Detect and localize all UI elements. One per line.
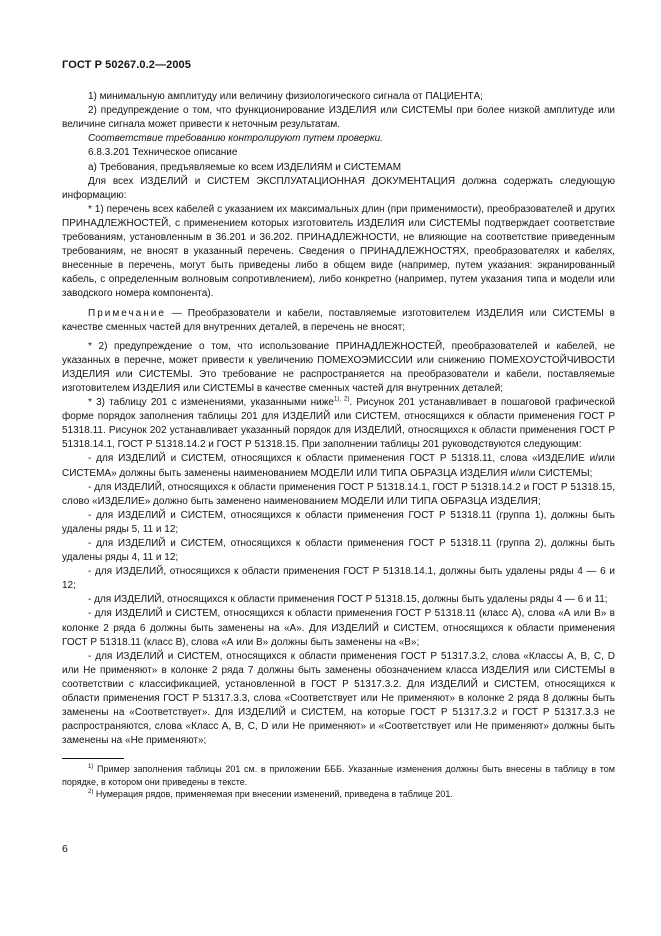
subsection-heading: а) Требования, предъявляемые ко всем ИЗДЕЛИЯМ и СИСТЕМАМ — [88, 161, 402, 173]
note-text: — Преобразователи и кабели, поставляемые изготовителем ИЗДЕЛИЯ или СИСТЕМЫ в качестве сменных частей для внутренних деталей, в перечень не вносят; — [62, 307, 615, 333]
list-item: - для ИЗДЕЛИЙ и СИСТЕМ, относящихся к области применения ГОСТ Р 51318.11, слова «ИЗДЕЛИЕ и/или СИСТЕМА» должны быть заменены наименованием МОДЕЛИ ИЛИ ТИПА ОБРАЗЦА ИЗДЕЛИЯ и/или СИСТЕМЫ; — [62, 453, 615, 479]
footnote-mark: 1) — [88, 764, 94, 771]
footnote-divider — [62, 758, 124, 759]
body-text — [62, 90, 615, 748]
list-item: - для ИЗДЕЛИЙ и СИСТЕМ, относящихся к области применения ГОСТ Р 51317.3.2, слова «Классы А, В, С, D или Не применяют» в колонке 2 ряда 7 должны быть заменены обозначением класса ИЗДЕЛИЯ или СИСТЕМЫ в соответствии с классификацией, установленной в ГОСТ Р 51317.3.2. Для ИЗДЕЛИЙ и СИСТЕМ, относящихся к области применения ГОСТ Р 51317.3.3, слова «Соответствует или Не применяют» в колонке 2 ряда 8 должны быть заменены на «Соответствует». Для ИЗДЕЛИЙ и СИСТЕМ, на которые ГОСТ Р 51317.3.2 и ГОСТ Р 51317.3.3 не распространяются, слова «Класс А, В, С, D или Не применяют» и «Соответствует или Не применяют» должны быть заменены на «Не применяют»; — [62, 650, 615, 747]
list-item: - для ИЗДЕЛИЙ, относящихся к области применения ГОСТ Р 51318.14.1, ГОСТ Р 51318.14.2 и ГОСТ Р 51318.15, слово «ИЗДЕЛИЕ» должно быть заменено наименованием МОДЕЛИ ИЛИ ТИПА ОБРАЗЦА ИЗДЕЛИЯ; — [62, 481, 615, 507]
list-item: * 3) таблицу 201 с изменениями, указанными ниже$^{1), 2)}$. Рисунок 201 устанавливает в пошаговой графической форме порядок заполнения таблицы 201 для ИЗДЕЛИЙ или СИСТЕМ, относящихся к области применения ГОСТ Р 51318.11. Рисунок 202 устанавливает указанный порядок для ИЗДЕЛИЙ, относящихся к области применения ГОСТ Р 51318.14.1, ГОСТ Р 51318.14.2 и ГОСТ Р 51318.15. При заполнении таблицы 201 руководствуются следующим: — [62, 396, 615, 451]
list-item: - для ИЗДЕЛИЙ, относящихся к области применения ГОСТ Р 51318.15, должны быть удалены ряды 4 — 6 и 11; — [88, 594, 608, 606]
page-header: ГОСТ Р 50267.0.2—2005 — [62, 59, 191, 71]
footnote: $^{2)}$ Нумерация рядов, применяемая при внесении изменений, приведена в таблице 201. — [88, 789, 453, 800]
list-item: - для ИЗДЕЛИЙ и СИСТЕМ, относящихся к области применения ГОСТ Р 51318.11 (группа 1), должны быть удалены ряды 5, 11 и 12; — [62, 509, 615, 535]
footnotes — [62, 763, 615, 801]
paragraph: Для всех ИЗДЕЛИЙ и СИСТЕМ ЭКСПЛУАТАЦИОННАЯ ДОКУМЕНТАЦИЯ должна содержать следующую информацию: — [62, 175, 615, 201]
paragraph: 1) минимальную амплитуду или величину физиологического сигнала от ПАЦИЕНТА; — [88, 91, 483, 103]
list-item: - для ИЗДЕЛИЙ, относящихся к области применения ГОСТ Р 51318.14.1, должны быть удалены ряды 4 — 6 и 12; — [62, 566, 615, 592]
footnote-mark: 2) — [88, 789, 94, 796]
list-item: - для ИЗДЕЛИЙ и СИСТЕМ, относящихся к области применения ГОСТ Р 51318.11 (группа 2), должны быть удалены ряды 4, 11 и 12; — [62, 538, 615, 564]
paragraph: 2) предупреждение о том, что функционирование ИЗДЕЛИЯ или СИСТЕМЫ при более низкой амплитуде или величине сигнала может привести к неточным результатам. — [62, 105, 615, 131]
list-item: * 2) предупреждение о том, что использование ПРИНАДЛЕЖНОСТЕЙ, преобразователей и кабелей, не указанных в перечне, может привести к увеличению ПОМЕХОЭМИССИИ или снижению ПОМЕХОУСТОЙЧИВОСТИ ИЗДЕЛИЯ или СИСТЕМЫ. Это требование не распространяется на преобразователи и кабели, поставляемые изготовителем ИЗДЕЛИЯ или СИСТЕМЫ в качестве сменных частей для внутренних деталей; — [62, 340, 615, 394]
list-item: * 1) перечень всех кабелей с указанием их максимальных длин (при применимости), преобразователей и других ПРИНАДЛЕЖНОСТЕЙ, с применением которых изготовитель ИЗДЕЛИЯ или СИСТЕМЫ подтверждает соответствие требованиям, установленным в 36.201 и 36.202. ПРИНАДЛЕЖНОСТИ, не влияющие на соответствие приведенным требованиям, не вносят в указанный перечень. Сведения о ПРИНАДЛЕЖНОСТЯХ, преобразователях и кабелях, внесенные в перечень, могут быть приведены либо в общем виде (например, путем указания: экранированный кабель, с определенным волновым сопротивлением), либо конкретно (например, путем указания типа и модели или заводского номера компонента). — [62, 203, 615, 300]
section-heading: 6.8.3.201 Техническое описание — [88, 147, 238, 159]
footnote-reference: 1), 2) — [333, 396, 350, 403]
note-label: Примечание — [88, 307, 166, 319]
note-paragraph — [62, 307, 615, 335]
list-item: - для ИЗДЕЛИЙ и СИСТЕМ, относящихся к области применения ГОСТ Р 51318.11 (класс А), слова «А или В» в колонке 2 ряда 6 должны быть заменены на «А». Для ИЗДЕЛИЙ и СИСТЕМ, относящихся к области применения ГОСТ Р 51318.11 (класс В), слова «А или В» должны быть заменены на «В»; — [62, 608, 615, 648]
page-number: 6 — [62, 843, 68, 855]
paragraph-compliance-note: Соответствие требованию контролируют путем проверки. — [88, 133, 383, 145]
footnote: $^{1)}$ Пример заполнения таблицы 201 см. в приложении БББ. Указанные изменения должны быть внесены в таблицу в том порядке, в котором они приведены в тексте. — [62, 764, 615, 787]
